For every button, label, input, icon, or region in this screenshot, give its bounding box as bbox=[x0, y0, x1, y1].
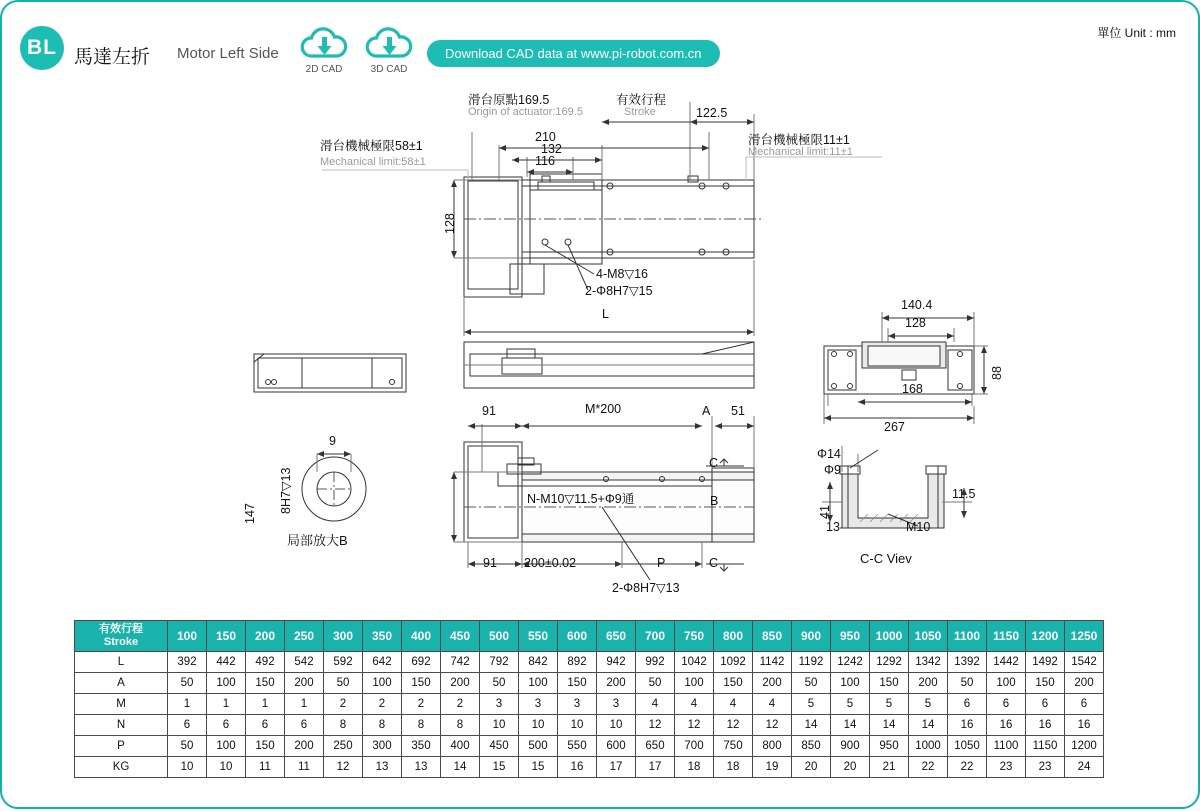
table-cell: 100 bbox=[519, 673, 558, 694]
table-cell: 150 bbox=[402, 673, 441, 694]
table-cell: 1442 bbox=[987, 652, 1026, 673]
dim-m-200: M*200 bbox=[585, 402, 622, 416]
table-cell: 800 bbox=[753, 736, 792, 757]
table-cell: 12 bbox=[636, 715, 675, 736]
table-cell: 5 bbox=[831, 694, 870, 715]
table-cell: 3 bbox=[597, 694, 636, 715]
table-cell: 20 bbox=[831, 757, 870, 778]
table-cell: 1092 bbox=[714, 652, 753, 673]
table-cell: 842 bbox=[519, 652, 558, 673]
dim-128-top: 128 bbox=[443, 213, 457, 234]
table-col-header: 950 bbox=[831, 621, 870, 652]
dim-147: 147 bbox=[243, 503, 257, 524]
table-cell: 400 bbox=[441, 736, 480, 757]
table-cell: 3 bbox=[480, 694, 519, 715]
table-col-header: 650 bbox=[597, 621, 636, 652]
table-cell: 150 bbox=[870, 673, 909, 694]
table-col-header: 900 bbox=[792, 621, 831, 652]
table-cell: 600 bbox=[597, 736, 636, 757]
table-cell: 1 bbox=[168, 694, 207, 715]
table-cell: 850 bbox=[792, 736, 831, 757]
download-cad-button[interactable]: Download CAD data at www.pi-robot.com.cn bbox=[427, 40, 720, 67]
table-cell: 10 bbox=[207, 757, 246, 778]
cc-dim-11-5: 11.5 bbox=[952, 487, 976, 501]
table-cell: 23 bbox=[987, 757, 1026, 778]
table-cell: 150 bbox=[246, 736, 285, 757]
table-cell: 200 bbox=[753, 673, 792, 694]
table-cell: 21 bbox=[870, 757, 909, 778]
table-cell: 6 bbox=[1026, 694, 1065, 715]
table-cell: 1242 bbox=[831, 652, 870, 673]
stroke-spec-table bbox=[74, 620, 1104, 778]
table-cell: 8 bbox=[441, 715, 480, 736]
table-cell: 150 bbox=[558, 673, 597, 694]
table-cell: 18 bbox=[714, 757, 753, 778]
table-cell: 1050 bbox=[948, 736, 987, 757]
table-cell: 492 bbox=[246, 652, 285, 673]
table-col-header: 300 bbox=[324, 621, 363, 652]
dim-168: 168 bbox=[902, 382, 923, 396]
table-col-header: 400 bbox=[402, 621, 441, 652]
dim-label-P: P bbox=[657, 556, 666, 570]
table-col-header: 350 bbox=[363, 621, 402, 652]
table-cell: 1492 bbox=[1026, 652, 1065, 673]
note-2-phi8-13: 2-Φ8H7▽13 bbox=[612, 581, 680, 595]
detail-b-caption: 局部放大B bbox=[287, 533, 348, 548]
table-cell: 4 bbox=[714, 694, 753, 715]
table-cell: 1342 bbox=[909, 652, 948, 673]
dim-140-4: 140.4 bbox=[901, 298, 933, 312]
table-col-header: 200 bbox=[246, 621, 285, 652]
table-cell: 4 bbox=[753, 694, 792, 715]
dim-128-right: 128 bbox=[905, 316, 926, 330]
table-row bbox=[75, 652, 1104, 673]
table-cell: 18 bbox=[675, 757, 714, 778]
table-cell: 6 bbox=[285, 715, 324, 736]
table-col-header: 1100 bbox=[948, 621, 987, 652]
table-cell: 50 bbox=[948, 673, 987, 694]
dim-210: 210 bbox=[535, 130, 556, 144]
table-cell: 1192 bbox=[792, 652, 831, 673]
table-cell: 200 bbox=[909, 673, 948, 694]
table-cell: 10 bbox=[168, 757, 207, 778]
table-cell: 592 bbox=[324, 652, 363, 673]
table-cell: 11 bbox=[246, 757, 285, 778]
dim-91-bottom: 91 bbox=[483, 556, 497, 570]
table-cell: 12 bbox=[753, 715, 792, 736]
table-cell: 2 bbox=[402, 694, 441, 715]
dim-132: 132 bbox=[541, 142, 562, 156]
annotation-stroke-en: Stroke bbox=[624, 106, 656, 118]
table-cell: 6 bbox=[987, 694, 1026, 715]
table-cell: 17 bbox=[636, 757, 675, 778]
table-cell: 5 bbox=[792, 694, 831, 715]
table-cell: 250 bbox=[324, 736, 363, 757]
table-corner-header-cn: 有效行程 bbox=[99, 623, 143, 635]
table-cell: 3 bbox=[519, 694, 558, 715]
table-cell: 200 bbox=[597, 673, 636, 694]
table-cell: 16 bbox=[1065, 715, 1104, 736]
table-cell: 100 bbox=[987, 673, 1026, 694]
table-row-label: L bbox=[75, 652, 168, 673]
table-cell: 1 bbox=[207, 694, 246, 715]
section-mark-c-bottom: C bbox=[709, 556, 719, 570]
table-cell: 6 bbox=[207, 715, 246, 736]
table-col-header: 600 bbox=[558, 621, 597, 652]
table-col-header: 750 bbox=[675, 621, 714, 652]
detail-dim-8h7: 8H7▽13 bbox=[279, 467, 293, 514]
table-cell: 450 bbox=[480, 736, 519, 757]
table-cell: 392 bbox=[168, 652, 207, 673]
table-cell: 200 bbox=[1065, 673, 1104, 694]
table-cell: 892 bbox=[558, 652, 597, 673]
table-header-row bbox=[75, 621, 1104, 652]
table-cell: 8 bbox=[324, 715, 363, 736]
table-cell: 11 bbox=[285, 757, 324, 778]
table-col-header: 250 bbox=[285, 621, 324, 652]
table-col-header: 500 bbox=[480, 621, 519, 652]
annotation-mech-limit-left-en: Mechanical limit:58±1 bbox=[320, 156, 426, 168]
table-cell: 50 bbox=[480, 673, 519, 694]
cc-dim-13: 13 bbox=[826, 520, 840, 534]
table-cell: 1042 bbox=[675, 652, 714, 673]
table-cell: 1142 bbox=[753, 652, 792, 673]
table-row-label: N bbox=[75, 715, 168, 736]
table-col-header: 700 bbox=[636, 621, 675, 652]
table-cell: 10 bbox=[480, 715, 519, 736]
note-2-phi8-15: 2-Φ8H7▽15 bbox=[585, 284, 653, 298]
table-row bbox=[75, 673, 1104, 694]
table-cell: 6 bbox=[1065, 694, 1104, 715]
annotation-stroke-cn: 有效行程 bbox=[616, 93, 667, 107]
table-cell: 15 bbox=[519, 757, 558, 778]
table-cell: 700 bbox=[675, 736, 714, 757]
table-row bbox=[75, 736, 1104, 757]
table-cell: 10 bbox=[558, 715, 597, 736]
table-row-label: KG bbox=[75, 757, 168, 778]
table-corner-header-en: Stroke bbox=[103, 636, 139, 648]
dim-label-B: B bbox=[710, 494, 719, 508]
dim-label-A: A bbox=[702, 404, 711, 418]
product-logo: BL bbox=[20, 26, 64, 70]
dim-116: 116 bbox=[535, 154, 555, 168]
table-cell: 5 bbox=[909, 694, 948, 715]
table-cell: 442 bbox=[207, 652, 246, 673]
table-cell: 950 bbox=[870, 736, 909, 757]
table-col-header: 1200 bbox=[1026, 621, 1065, 652]
table-cell: 50 bbox=[636, 673, 675, 694]
table-cell: 2 bbox=[441, 694, 480, 715]
cc-dim-phi9: Φ9 bbox=[824, 463, 841, 477]
dim-122-5: 122.5 bbox=[696, 106, 728, 120]
table-cell: 900 bbox=[831, 736, 870, 757]
cc-dim-41: 41 bbox=[818, 505, 832, 519]
table-cell: 942 bbox=[597, 652, 636, 673]
table-cell: 1292 bbox=[870, 652, 909, 673]
table-row-label: P bbox=[75, 736, 168, 757]
table-cell: 100 bbox=[831, 673, 870, 694]
table-cell: 642 bbox=[363, 652, 402, 673]
table-cell: 300 bbox=[363, 736, 402, 757]
page-title-cn: 馬達左折 bbox=[74, 47, 151, 68]
table-cell: 16 bbox=[948, 715, 987, 736]
table-col-header: 150 bbox=[207, 621, 246, 652]
table-cell: 200 bbox=[285, 736, 324, 757]
table-cell: 10 bbox=[597, 715, 636, 736]
table-cell: 13 bbox=[363, 757, 402, 778]
cad-2d-label: 2D CAD bbox=[305, 64, 343, 75]
cc-dim-phi14: Φ14 bbox=[817, 447, 841, 461]
table-col-header: 1150 bbox=[987, 621, 1026, 652]
table-row bbox=[75, 757, 1104, 778]
table-row-label: M bbox=[75, 694, 168, 715]
table-cell: 14 bbox=[831, 715, 870, 736]
table-col-header: 1000 bbox=[870, 621, 909, 652]
table-cell: 100 bbox=[675, 673, 714, 694]
table-cell: 23 bbox=[1026, 757, 1065, 778]
dim-label-L: L bbox=[602, 307, 609, 321]
table-col-header: 800 bbox=[714, 621, 753, 652]
table-cell: 5 bbox=[870, 694, 909, 715]
annotation-mech-limit-right-cn: 滑台機械極限11±1 bbox=[748, 133, 850, 147]
table-cell: 100 bbox=[363, 673, 402, 694]
table-cell: 24 bbox=[1065, 757, 1104, 778]
table-cell: 2 bbox=[363, 694, 402, 715]
note-n-m10: N-M10▽11.5+Φ9通 bbox=[527, 492, 635, 506]
table-cell: 100 bbox=[207, 673, 246, 694]
annotation-mech-limit-left-cn: 滑台機械極限58±1 bbox=[320, 139, 423, 153]
dim-51: 51 bbox=[731, 404, 745, 418]
table-cell: 50 bbox=[168, 673, 207, 694]
table-cell: 100 bbox=[207, 736, 246, 757]
page-title-en: Motor Left Side bbox=[177, 45, 279, 62]
table-col-header: 1050 bbox=[909, 621, 948, 652]
table-cell: 200 bbox=[441, 673, 480, 694]
cad-3d-label: 3D CAD bbox=[370, 64, 408, 75]
table-cell: 1 bbox=[246, 694, 285, 715]
annotation-mech-limit-right-en: Mechanical limit:11±1 bbox=[748, 146, 853, 158]
dim-200-tolerance: 200±0.02 bbox=[524, 556, 577, 570]
table-cell: 1100 bbox=[987, 736, 1026, 757]
unit-label: 單位 Unit : mm bbox=[1097, 26, 1176, 40]
table-cell: 8 bbox=[402, 715, 441, 736]
table-cell: 50 bbox=[324, 673, 363, 694]
table-cell: 13 bbox=[402, 757, 441, 778]
table-cell: 742 bbox=[441, 652, 480, 673]
table-cell: 750 bbox=[714, 736, 753, 757]
table-cell: 14 bbox=[909, 715, 948, 736]
table-cell: 14 bbox=[441, 757, 480, 778]
table-cell: 16 bbox=[1026, 715, 1065, 736]
table-col-header: 100 bbox=[168, 621, 207, 652]
cc-dim-m10: M10 bbox=[906, 520, 931, 534]
table-col-header: 450 bbox=[441, 621, 480, 652]
detail-dim-9: 9 bbox=[329, 434, 336, 448]
section-mark-c-top: C bbox=[709, 456, 719, 470]
table-cell: 8 bbox=[363, 715, 402, 736]
table-cell: 1150 bbox=[1026, 736, 1065, 757]
note-4-m8: 4-M8▽16 bbox=[596, 267, 648, 281]
table-cell: 50 bbox=[168, 736, 207, 757]
table-cell: 150 bbox=[714, 673, 753, 694]
table-cell: 542 bbox=[285, 652, 324, 673]
table-cell: 650 bbox=[636, 736, 675, 757]
table-col-header: 550 bbox=[519, 621, 558, 652]
annotation-origin-cn: 滑台原點169.5 bbox=[468, 93, 550, 107]
table-cell: 4 bbox=[675, 694, 714, 715]
table-cell: 14 bbox=[870, 715, 909, 736]
table-cell: 200 bbox=[285, 673, 324, 694]
annotation-origin-en: Origin of actuator:169.5 bbox=[468, 106, 583, 118]
table-cell: 1 bbox=[285, 694, 324, 715]
table-cell: 1000 bbox=[909, 736, 948, 757]
table-cell: 500 bbox=[519, 736, 558, 757]
table-cell: 14 bbox=[792, 715, 831, 736]
table-cell: 10 bbox=[519, 715, 558, 736]
table-cell: 16 bbox=[558, 757, 597, 778]
table-row-label: A bbox=[75, 673, 168, 694]
table-cell: 20 bbox=[792, 757, 831, 778]
table-cell: 1200 bbox=[1065, 736, 1104, 757]
table-cell: 16 bbox=[987, 715, 1026, 736]
table-cell: 792 bbox=[480, 652, 519, 673]
table-col-header: 850 bbox=[753, 621, 792, 652]
table-cell: 150 bbox=[1026, 673, 1065, 694]
table-cell: 19 bbox=[753, 757, 792, 778]
table-cell: 350 bbox=[402, 736, 441, 757]
table-cell: 12 bbox=[324, 757, 363, 778]
cc-view-caption: C-C Viev bbox=[860, 551, 912, 566]
table-cell: 150 bbox=[246, 673, 285, 694]
table-cell: 4 bbox=[636, 694, 675, 715]
table-cell: 550 bbox=[558, 736, 597, 757]
table-cell: 2 bbox=[324, 694, 363, 715]
dim-88: 88 bbox=[990, 366, 1004, 380]
table-row bbox=[75, 715, 1104, 736]
table-cell: 50 bbox=[792, 673, 831, 694]
table-cell: 3 bbox=[558, 694, 597, 715]
table-cell: 6 bbox=[948, 694, 987, 715]
table-corner-header bbox=[75, 621, 168, 652]
table-cell: 992 bbox=[636, 652, 675, 673]
table-cell: 17 bbox=[597, 757, 636, 778]
table-cell: 12 bbox=[714, 715, 753, 736]
dim-91-top: 91 bbox=[482, 404, 496, 418]
table-cell: 22 bbox=[909, 757, 948, 778]
table-cell: 6 bbox=[168, 715, 207, 736]
table-cell: 6 bbox=[246, 715, 285, 736]
table-cell: 22 bbox=[948, 757, 987, 778]
table-cell: 15 bbox=[480, 757, 519, 778]
table-row bbox=[75, 694, 1104, 715]
table-cell: 1392 bbox=[948, 652, 987, 673]
table-cell: 12 bbox=[675, 715, 714, 736]
table-col-header: 1250 bbox=[1065, 621, 1104, 652]
table-cell: 692 bbox=[402, 652, 441, 673]
table-cell: 1542 bbox=[1065, 652, 1104, 673]
dim-267: 267 bbox=[884, 420, 905, 434]
